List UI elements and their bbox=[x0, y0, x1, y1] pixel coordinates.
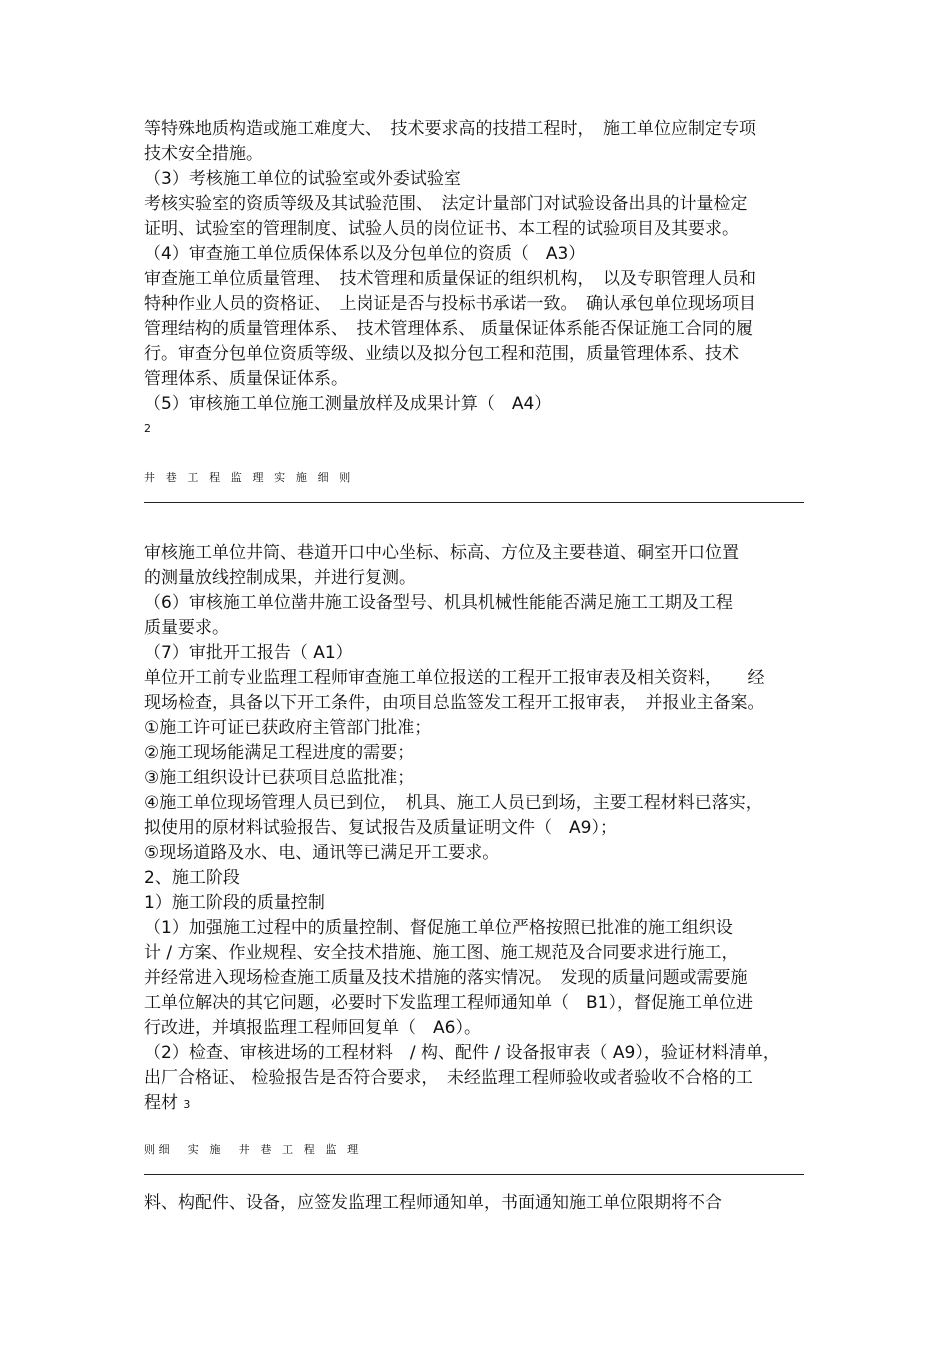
text-line: （7）审批开工报告（ A1） bbox=[144, 643, 353, 663]
page-number: 3 bbox=[183, 1098, 191, 1111]
text-line: 工单位解决的其它问题，必要时下发监理工程师通知单（ B1），督促施工单位进 bbox=[144, 993, 753, 1013]
text-line: ④施工单位现场管理人员已到位， 机具、施工人员已到场，主要工程材料已落实， bbox=[144, 793, 763, 813]
text-line: （2）检查、审核进场的工程材料 / 构、配件 / 设备报审表（ A9），验证材料清单， bbox=[144, 1043, 780, 1063]
text-line: 行改进，并填报监理工程师回复单（ A6）。 bbox=[144, 1018, 481, 1038]
header-rule bbox=[144, 1174, 804, 1175]
text-line: 审核施工单位井筒、巷道开口中心坐标、标高、方位及主要巷道、硐室开口位置 bbox=[144, 543, 739, 563]
text-line: （3）考核施工单位的试验室或外委试验室 bbox=[144, 169, 461, 189]
text-line: 现场检查，具备以下开工条件，由项目总监签发工程开工报审表， 并报业主备案。 bbox=[144, 693, 765, 713]
text-line: 质量要求。 bbox=[144, 618, 229, 638]
text-line: 1）施工阶段的质量控制 bbox=[144, 893, 325, 913]
text-line: 考核实验室的资质等级及其试验范围、 法定计量部门对试验设备出具的计量检定 bbox=[144, 194, 748, 214]
text-line: 管理体系、质量保证体系。 bbox=[144, 369, 348, 389]
text-line: 的测量放线控制成果，并进行复测。 bbox=[144, 568, 416, 588]
text-line: 特种作业人员的资格证、 上岗证是否与投标书承诺一致。 确认承包单位现场项目 bbox=[144, 294, 756, 314]
header-rule bbox=[144, 502, 804, 503]
text-line: ①施工许可证已获政府主管部门批准； bbox=[144, 718, 432, 738]
text-line: 2、施工阶段 bbox=[144, 868, 240, 888]
page-number: 2 bbox=[144, 422, 151, 435]
text-line: ②施工现场能满足工程进度的需要； bbox=[144, 743, 415, 763]
text-line: 等特殊地质构造或施工难度大、 技术要求高的技措工程时， 施工单位应制定专项 bbox=[144, 119, 756, 139]
text-line: 管理结构的质量管理体系、 技术管理体系、 质量保证体系能否保证施工合同的履 bbox=[144, 319, 753, 339]
text-line: （1）加强施工过程中的质量控制、督促施工单位严格按照已批准的施工组织设 bbox=[144, 918, 733, 938]
running-header: 则细 实 施 井 巷 工 程 监 理 bbox=[144, 1143, 362, 1156]
text-line: 计 / 方案、作业规程、安全技术措施、施工图、施工规范及合同要求进行施工， bbox=[144, 943, 739, 963]
text-line: 行。审查分包单位资质等级、业绩以及拟分包工程和范围，质量管理体系、技术 bbox=[144, 344, 739, 364]
text-line: 料、构配件、设备，应签发监理工程师通知单，书面通知施工单位限期将不合 bbox=[144, 1193, 722, 1213]
text-line: ③施工组织设计已获项目总监批准； bbox=[144, 768, 415, 788]
text-line bbox=[144, 1092, 190, 1116]
text-line: 审查施工单位质量管理、 技术管理和质量保证的组织机构， 以及专职管理人员和 bbox=[144, 269, 756, 289]
text-line: 拟使用的原材料试验报告、复试报告及质量证明文件（ A9）； bbox=[144, 818, 617, 838]
text-line: ⑤现场道路及水、电、通讯等已满足开工要求。 bbox=[144, 843, 500, 863]
text-line: 证明、试验室的管理制度、试验人员的岗位证书、本工程的试验项目及其要求。 bbox=[144, 219, 739, 239]
text-line: 技术安全措施。 bbox=[144, 144, 263, 164]
text-line: 并经常进入现场检查施工质量及技术措施的落实情况。 发现的质量问题或需要施 bbox=[144, 968, 748, 988]
text-fragment: 程材 bbox=[144, 1093, 178, 1113]
text-line: （6）审核施工单位凿井施工设备型号、机具机械性能能否满足施工工期及工程 bbox=[144, 593, 733, 613]
text-line: 出厂合格证、 检验报告是否符合要求， 未经监理工程师验收或者验收不合格的工 bbox=[144, 1068, 753, 1088]
running-header: 井 巷 工 程 监 理 实 施 细 则 bbox=[144, 471, 354, 484]
text-line: （5）审核施工单位施工测量放样及成果计算（ A4） bbox=[144, 394, 552, 414]
text-line: （4）审查施工单位质保体系以及分包单位的资质（ A3） bbox=[144, 244, 586, 264]
text-line: 单位开工前专业监理工程师审查施工单位报送的工程开工报审表及相关资料， 经 bbox=[144, 668, 765, 688]
